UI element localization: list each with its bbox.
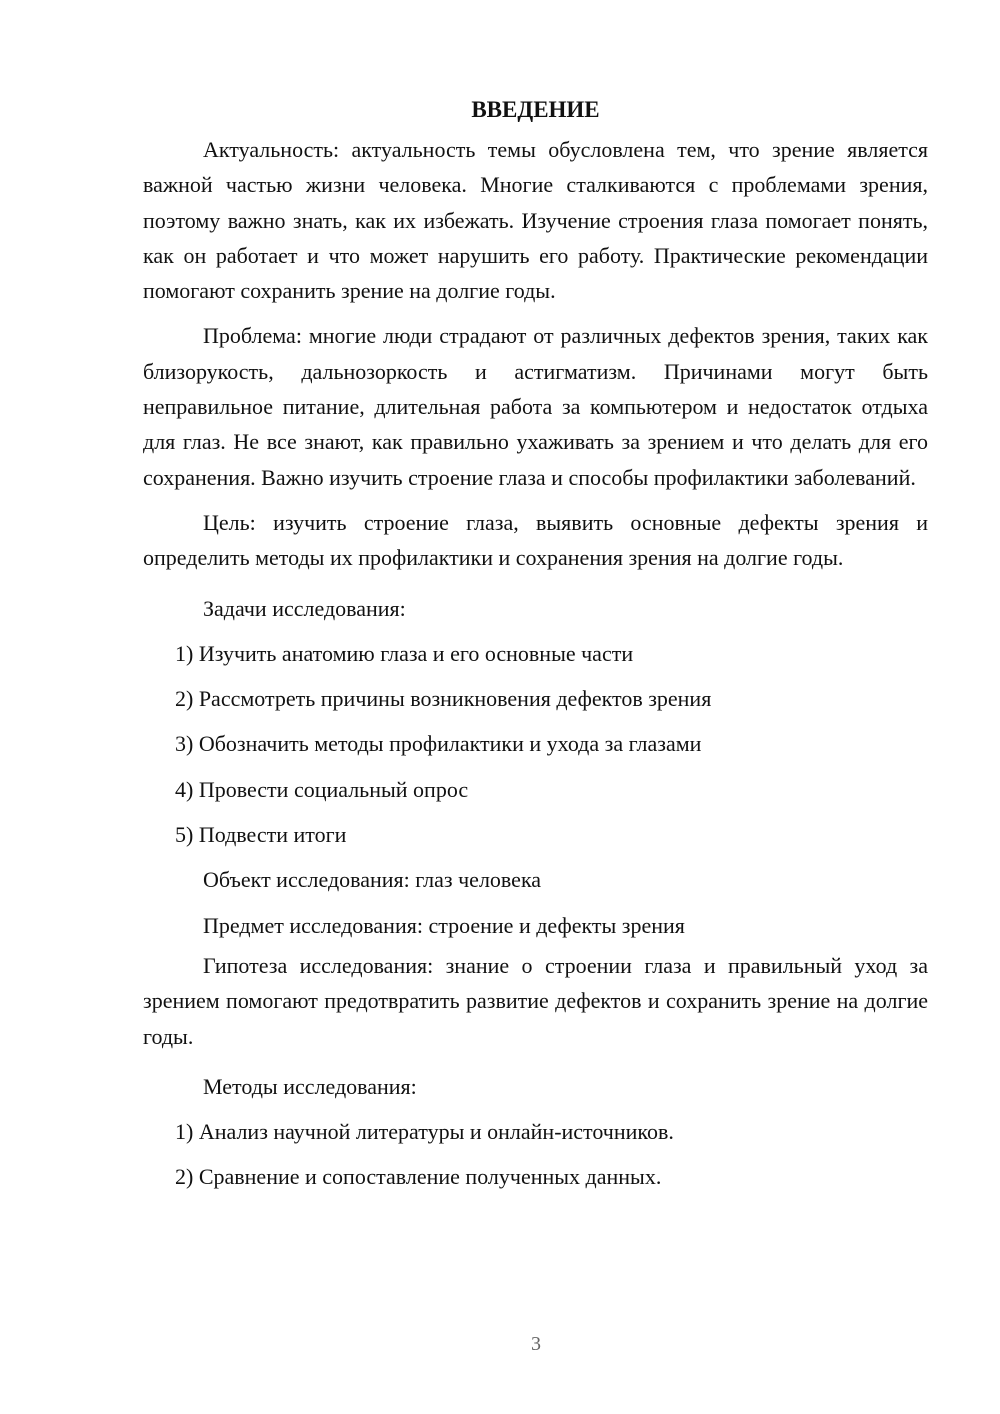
goal-paragraph: Цель: изучить строение глаза, выявить основные дефекты зрения и определить методы их профилактики и сохранения зрения на долгие годы. bbox=[143, 509, 928, 571]
method-item: 1) Анализ научной литературы и онлайн-источников. bbox=[175, 1119, 674, 1145]
relevance-paragraph: Актуальность: актуальность темы обусловлена тем, что зрение является важной частью жизни человека. Многие сталкиваются с проблемами зрения, поэтому важно знать, как их избежать. Изучение строения глаза помогает понять, как он работает и что может нарушить его работу. Практические рекомендации помогают сохранить зрение на долгие годы. bbox=[143, 137, 928, 304]
tasks-heading: Задачи исследования: bbox=[203, 595, 406, 621]
task-item: 5) Подвести итоги bbox=[175, 822, 347, 848]
task-item: 1) Изучить анатомию глаза и его основные части bbox=[175, 640, 634, 666]
methods-list bbox=[143, 1109, 928, 1200]
page-content bbox=[143, 92, 928, 1200]
research-object: Объект исследования: глаз человека bbox=[203, 867, 542, 893]
task-item: 4) Провести социальный опрос bbox=[175, 776, 469, 802]
problem-paragraph: Проблема: многие люди страдают от различных дефектов зрения, таких как близорукость, дальнозоркость и астигматизм. Причинами могут быть неправильное питание, длительная работа за компьютером и недостаток отдыха для глаз. Не все знают, как правильно ухаживать за зрением и что делать для его сохранения. Важно изучить строение глаза и способы профилактики заболеваний. bbox=[143, 323, 928, 490]
hypothesis-paragraph: Гипотеза исследования: знание о строении глаза и правильный уход за зрением помогают предотвратить развитие дефектов и сохранить зрение на долгие годы. bbox=[143, 952, 928, 1049]
task-item: 3) Обозначить методы профилактики и ухода за глазами bbox=[175, 731, 702, 757]
page-number: 3 bbox=[531, 1333, 541, 1355]
tasks-list bbox=[143, 631, 928, 857]
page-title: ВВЕДЕНИЕ bbox=[471, 97, 600, 122]
research-subject: Предмет исследования: строение и дефекты зрения bbox=[203, 912, 685, 938]
task-item: 2) Рассмотреть причины возникновения дефектов зрения bbox=[175, 686, 712, 712]
methods-heading: Методы исследования: bbox=[203, 1073, 417, 1099]
method-item: 2) Сравнение и сопоставление полученных данных. bbox=[175, 1164, 662, 1190]
